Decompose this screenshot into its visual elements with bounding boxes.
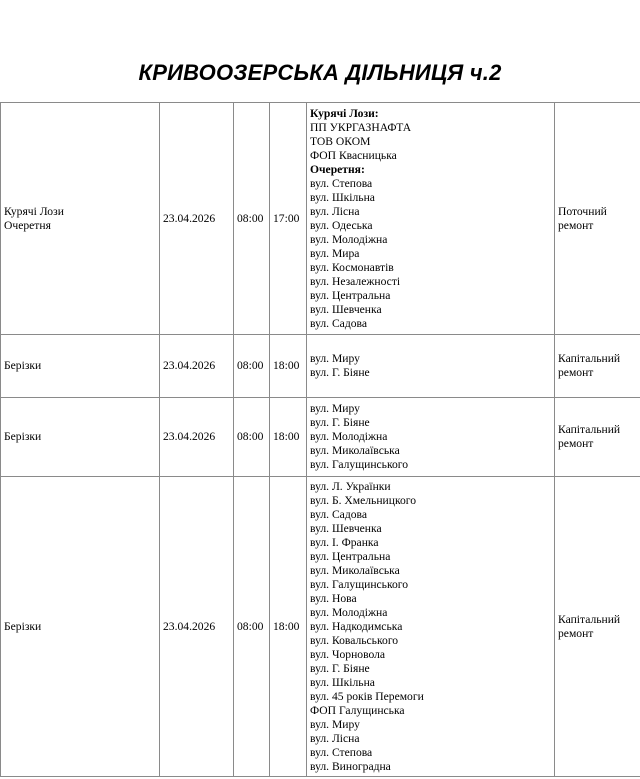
settlement-heading: Очеретня: <box>310 162 365 176</box>
street-item: вул. Шевченка <box>310 521 382 535</box>
work-type: Поточний <box>558 204 607 218</box>
street-item: вул. Миколаївська <box>310 444 400 457</box>
date-value: 23.04.2026 <box>163 430 216 443</box>
table-row <box>1 477 640 777</box>
locality-cell <box>1 398 160 477</box>
street-item: вул. Шевченка <box>310 302 382 316</box>
work-type: Капітальний <box>558 423 621 436</box>
date-cell <box>160 477 234 777</box>
street-item: вул. Садова <box>310 316 367 330</box>
work-type-cell <box>555 335 640 398</box>
locality-name: Берізки <box>4 359 42 372</box>
start-time-cell <box>234 398 270 477</box>
date-cell <box>160 398 234 477</box>
street-item: вул. Одеська <box>310 218 373 232</box>
street-item: ПП УКРГАЗНАФТА <box>310 120 412 134</box>
street-item: вул. Миколаївська <box>310 563 400 577</box>
end-time: 18:00 <box>273 359 300 372</box>
table-row <box>1 103 640 335</box>
date-value: 23.04.2026 <box>163 359 216 372</box>
street-item: вул. Виноградна <box>310 759 391 773</box>
street-item: вул. Галущинського <box>310 577 409 591</box>
street-item: вул. Надкодимська <box>310 619 403 633</box>
end-time: 18:00 <box>273 430 300 443</box>
street-item: вул. Садова <box>310 507 367 521</box>
work-type: ремонт <box>558 437 594 450</box>
work-type: ремонт <box>558 366 594 379</box>
locality-cell <box>1 477 160 777</box>
start-time-cell <box>234 335 270 398</box>
locality-cell <box>1 335 160 398</box>
street-item: вул. Молодіжна <box>310 232 388 246</box>
date-cell <box>160 335 234 398</box>
street-item: вул. Б. Хмельницкого <box>310 493 417 507</box>
work-type: ремонт <box>558 626 594 640</box>
end-time-cell <box>270 398 307 477</box>
end-time-cell <box>270 335 307 398</box>
end-time: 18:00 <box>273 619 300 633</box>
work-type: Капітальний <box>558 352 621 365</box>
street-item: вул. Молодіжна <box>310 430 388 443</box>
street-item: вул. Лісна <box>310 731 360 745</box>
street-item: вул. Г. Біяне <box>310 416 370 429</box>
date-value: 23.04.2026 <box>163 619 216 633</box>
street-item: ТОВ ОКОМ <box>310 134 371 148</box>
street-item: вул. Нова <box>310 591 357 605</box>
streets-cell <box>307 103 555 335</box>
start-time: 08:00 <box>237 211 264 225</box>
page-title: КРИВООЗЕРСЬКА ДІЛЬНИЦЯ ч.2 <box>138 60 502 85</box>
table-row <box>1 335 640 398</box>
outage-schedule-table <box>0 102 640 777</box>
street-item: вул. Молодіжна <box>310 605 388 619</box>
table-row <box>1 398 640 477</box>
locality-cell <box>1 103 160 335</box>
end-time-cell <box>270 103 307 335</box>
work-type: ремонт <box>558 218 594 232</box>
street-item: вул. Л. Українки <box>310 479 391 493</box>
street-item: вул. Шкільна <box>310 190 375 204</box>
street-item: вул. Миру <box>310 717 360 731</box>
street-item: вул. Космонавтів <box>310 260 394 274</box>
date-value: 23.04.2026 <box>163 211 216 225</box>
street-item: вул. Ковальського <box>310 633 399 647</box>
streets-cell <box>307 398 555 477</box>
locality-name: Курячі Лози <box>4 204 64 218</box>
locality-name: Очеретня <box>4 218 51 232</box>
street-item: вул. І. Франка <box>310 535 379 549</box>
start-time-cell <box>234 477 270 777</box>
street-item: вул. Незалежності <box>310 274 401 288</box>
street-item: вул. Чорновола <box>310 647 386 661</box>
date-cell <box>160 103 234 335</box>
work-type-cell <box>555 398 640 477</box>
street-item: вул. Лісна <box>310 204 360 218</box>
street-item: ФОП Квасницька <box>310 148 397 162</box>
start-time: 08:00 <box>237 430 264 443</box>
street-item: вул. Миру <box>310 402 360 415</box>
street-item: вул. Центральна <box>310 288 391 302</box>
streets-cell <box>307 335 555 398</box>
start-time: 08:00 <box>237 619 264 633</box>
locality-name: Берізки <box>4 619 42 633</box>
settlement-heading: Курячі Лози: <box>310 106 379 120</box>
street-item: вул. Миру <box>310 352 360 365</box>
street-item: вул. Галущинського <box>310 458 409 471</box>
street-item: вул. Г. Біяне <box>310 366 370 379</box>
work-type-cell <box>555 477 640 777</box>
work-type: Капітальний <box>558 612 621 626</box>
street-item: вул. Степова <box>310 176 373 190</box>
street-item: вул. Центральна <box>310 549 391 563</box>
street-item: ФОП Галущинська <box>310 703 405 717</box>
locality-name: Берізки <box>4 430 42 443</box>
start-time: 08:00 <box>237 359 264 372</box>
end-time-cell <box>270 477 307 777</box>
work-type-cell <box>555 103 640 335</box>
street-item: вул. 45 років Перемоги <box>310 689 424 703</box>
street-item: вул. Мира <box>310 246 360 260</box>
street-item: вул. Г. Біяне <box>310 661 370 675</box>
start-time-cell <box>234 103 270 335</box>
streets-cell <box>307 477 555 777</box>
street-item: вул. Степова <box>310 745 373 759</box>
end-time: 17:00 <box>273 211 300 225</box>
street-item: вул. Шкільна <box>310 675 375 689</box>
